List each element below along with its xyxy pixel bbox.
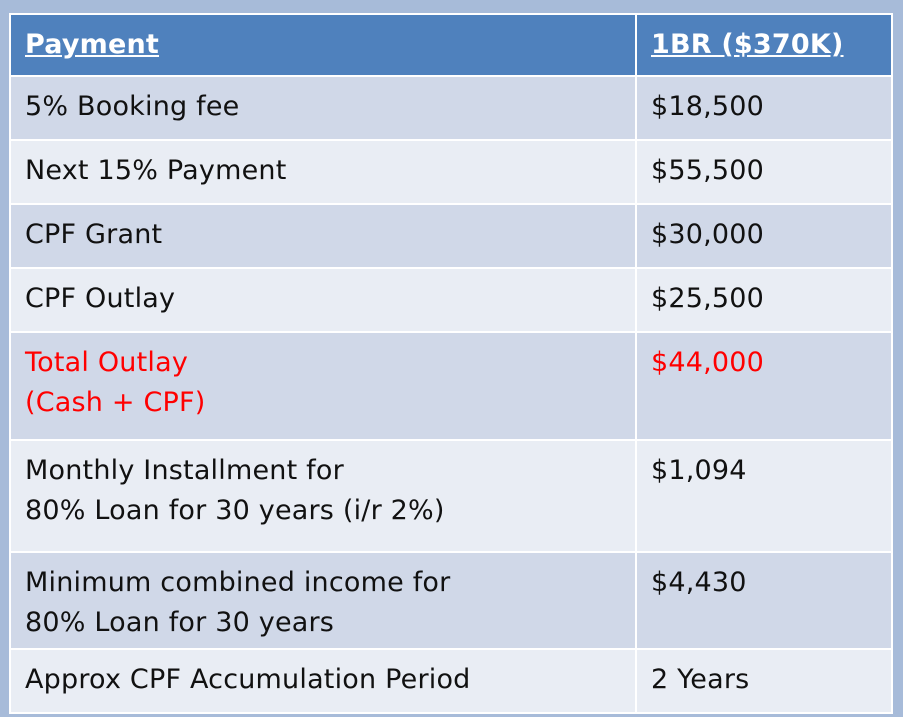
table-row: [10, 440, 892, 552]
table-row: [10, 268, 892, 332]
row-value-total-outlay: $44,000: [636, 332, 892, 440]
row-label-minimum-income: [10, 552, 636, 649]
table-row: [10, 76, 892, 140]
row-label-cpf-grant: CPF Grant: [10, 204, 636, 268]
row-value-minimum-income: $4,430: [636, 552, 892, 649]
row-label-next-payment: Next 15% Payment: [10, 140, 636, 204]
total-outlay-line-2: (Cash + CPF): [25, 387, 206, 418]
table-row: [10, 649, 892, 713]
minimum-income-line-2: 80% Loan for 30 years: [25, 607, 335, 638]
row-value-next-payment: $55,500: [636, 140, 892, 204]
monthly-installment-line-1: Monthly Installment for: [25, 455, 344, 486]
minimum-income-line-1: Minimum combined income for: [25, 567, 451, 598]
row-value-cpf-grant: $30,000: [636, 204, 892, 268]
row-label-monthly-installment: [10, 440, 636, 552]
row-label-total-outlay: [10, 332, 636, 440]
row-label-cpf-accumulation: Approx CPF Accumulation Period: [10, 649, 636, 713]
table-row: [10, 204, 892, 268]
table-row-total-outlay: [10, 332, 892, 440]
row-label-cpf-outlay: CPF Outlay: [10, 268, 636, 332]
row-value-cpf-outlay: $25,500: [636, 268, 892, 332]
header-payment: Payment: [10, 14, 636, 76]
row-value-booking-fee: $18,500: [636, 76, 892, 140]
payment-table: [9, 13, 893, 714]
total-outlay-line-1: Total Outlay: [25, 347, 189, 378]
header-1br-price: 1BR ($370K): [636, 14, 892, 76]
row-value-monthly-installment: $1,094: [636, 440, 892, 552]
table-header-row: [10, 14, 892, 76]
row-label-booking-fee: 5% Booking fee: [10, 76, 636, 140]
row-value-cpf-accumulation: 2 Years: [636, 649, 892, 713]
table-row: [10, 140, 892, 204]
monthly-installment-line-2: 80% Loan for 30 years (i/r 2%): [25, 495, 445, 526]
table-row: [10, 552, 892, 649]
